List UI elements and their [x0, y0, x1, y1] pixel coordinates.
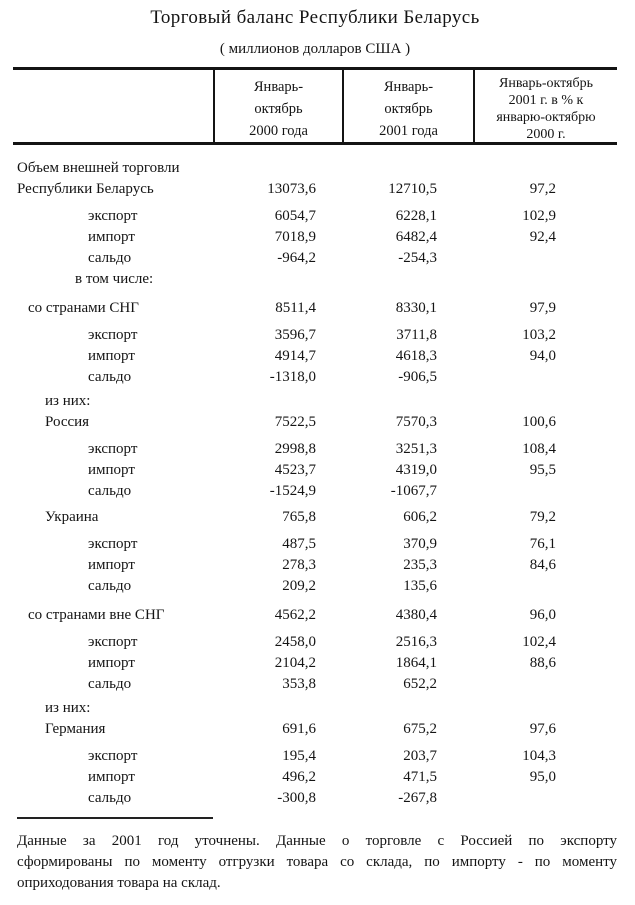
header-line: 2000 г.: [526, 127, 566, 142]
value-jan-oct-2001: 3711,8: [396, 327, 437, 343]
header-line: 2001 года: [379, 123, 438, 139]
table-row: [13, 507, 617, 528]
value-jan-oct-2000: 278,3: [282, 557, 316, 573]
value-jan-oct-2001: -906,5: [398, 369, 437, 385]
value-jan-oct-2000: 6054,7: [274, 208, 316, 224]
row-label: [13, 412, 213, 433]
header-line: октябрь: [254, 101, 303, 117]
value-jan-oct-2001: 235,3: [403, 557, 437, 573]
header-cell-jan-oct-2000: [213, 70, 342, 142]
value-jan-oct-2001: 2516,3: [395, 634, 437, 650]
value-jan-oct-2000: 3596,7: [274, 327, 316, 343]
row-label: [13, 460, 213, 481]
value-percent: 84,6: [529, 557, 556, 573]
table-row: [13, 412, 617, 433]
value-jan-oct-2000: 765,8: [282, 509, 316, 525]
value-jan-oct-2000: 4914,7: [274, 348, 316, 364]
row-label: [13, 227, 213, 248]
header-line: Январь-: [383, 79, 434, 95]
row-label-line: Украина: [45, 509, 99, 525]
value-jan-oct-2000: -1318,0: [269, 369, 316, 385]
row-label: [13, 576, 213, 597]
value-percent: 102,4: [522, 634, 556, 650]
value-percent: 97,9: [529, 300, 556, 316]
value-jan-oct-2000: 13073,6: [267, 181, 316, 197]
row-label-line: сальдо: [88, 676, 132, 692]
value-jan-oct-2000: -300,8: [277, 790, 316, 806]
value-percent: 97,2: [529, 181, 556, 197]
table-row: [13, 674, 617, 695]
value-jan-oct-2000: 7522,5: [274, 414, 316, 430]
value-percent: 97,6: [529, 721, 556, 737]
value-jan-oct-2001: 471,5: [403, 769, 437, 785]
table-body: [13, 158, 617, 809]
table-row: [13, 788, 617, 809]
row-label-line: экспорт: [88, 327, 138, 343]
value-jan-oct-2000: -1524,9: [269, 483, 316, 499]
header-line: Январь-октябрь: [498, 76, 593, 91]
value-percent: 96,0: [529, 607, 556, 623]
value-percent: 103,2: [522, 327, 556, 343]
value-jan-oct-2000: -964,2: [277, 250, 316, 266]
header-cell-labels: [13, 70, 213, 142]
row-label: [13, 605, 213, 626]
table-row: [13, 248, 617, 269]
table-row: [13, 746, 617, 767]
footnote-separator-line: [17, 817, 213, 819]
table-row: [13, 698, 617, 719]
row-label-line: импорт: [88, 655, 135, 671]
value-percent: 102,9: [522, 208, 556, 224]
row-label-line: Объем внешней торговли: [17, 160, 180, 176]
value-jan-oct-2000: 209,2: [282, 578, 316, 594]
row-label: [13, 481, 213, 502]
table-row: [13, 460, 617, 481]
header-cell-percent-2001-to-2000: [473, 70, 617, 142]
row-label-line: экспорт: [88, 536, 138, 552]
value-jan-oct-2000: 487,5: [282, 536, 316, 552]
value-jan-oct-2000: 2104,2: [274, 655, 316, 671]
row-label-line: со странами СНГ: [28, 300, 139, 316]
value-percent: 95,5: [529, 462, 556, 478]
value-jan-oct-2001: 203,7: [403, 748, 437, 764]
value-jan-oct-2001: 3251,3: [395, 441, 437, 457]
value-jan-oct-2001: 7570,3: [395, 414, 437, 430]
value-jan-oct-2000: 353,8: [282, 676, 316, 692]
value-jan-oct-2001: 4319,0: [395, 462, 437, 478]
value-percent: 92,4: [529, 229, 556, 245]
value-jan-oct-2001: -267,8: [398, 790, 437, 806]
row-label-line: со странами вне СНГ: [28, 607, 165, 623]
row-label: [13, 507, 213, 528]
row-label-line: в том числе:: [75, 271, 154, 287]
value-jan-oct-2000: 691,6: [282, 721, 316, 737]
value-jan-oct-2001: 652,2: [403, 676, 437, 692]
header-line: 2001 г. в % к: [508, 93, 584, 108]
row-label-line: импорт: [88, 229, 135, 245]
row-label: [13, 346, 213, 367]
value-jan-oct-2000: 4523,7: [274, 462, 316, 478]
value-jan-oct-2000: 2998,8: [274, 441, 316, 457]
value-jan-oct-2001: 606,2: [403, 509, 437, 525]
page-title: Торговый баланс Республики Беларусь: [150, 7, 480, 28]
table-row: [13, 269, 617, 290]
value-percent: 76,1: [529, 536, 556, 552]
value-jan-oct-2001: 12710,5: [388, 181, 437, 197]
row-label-line: Республики Беларусь: [17, 181, 154, 197]
row-label: [13, 158, 213, 200]
row-label-line: сальдо: [88, 250, 132, 266]
value-jan-oct-2000: 7018,9: [274, 229, 316, 245]
row-label: [13, 367, 213, 388]
value-jan-oct-2001: 6228,1: [395, 208, 437, 224]
value-jan-oct-2001: 4618,3: [395, 348, 437, 364]
page-subtitle: ( миллионов долларов США ): [219, 41, 411, 57]
row-label: [13, 788, 213, 809]
table-row: [13, 298, 617, 319]
table-row: [13, 576, 617, 597]
row-label: [13, 698, 213, 719]
row-label: [13, 674, 213, 695]
value-percent: 108,4: [522, 441, 556, 457]
value-jan-oct-2000: 496,2: [282, 769, 316, 785]
header-line: 2000 года: [249, 123, 308, 139]
footnote-line: оприходования товара на склад.: [17, 875, 221, 891]
row-label: [13, 767, 213, 788]
row-label-line: из них:: [45, 393, 91, 409]
footnote-line: сформированы по моменту отгрузки товара со склада, по импорту - по моменту: [17, 854, 617, 870]
row-label: [13, 391, 213, 412]
table-row: [13, 439, 617, 460]
row-label: [13, 206, 213, 227]
value-jan-oct-2000: 8511,4: [275, 300, 316, 316]
table-row: [13, 555, 617, 576]
value-jan-oct-2001: 4380,4: [395, 607, 437, 623]
row-label: [13, 269, 213, 290]
table-row: [13, 534, 617, 555]
footnote-line: Данные за 2001 год уточнены. Данные о торговле с Россией по экспорту: [17, 833, 617, 849]
row-label-line: экспорт: [88, 634, 138, 650]
row-label-line: импорт: [88, 557, 135, 573]
table-row: [13, 367, 617, 388]
row-label-line: импорт: [88, 769, 135, 785]
value-percent: 95,0: [529, 769, 556, 785]
table-row: [13, 653, 617, 674]
value-percent: 94,0: [529, 348, 556, 364]
row-label-line: экспорт: [88, 208, 138, 224]
header-cell-jan-oct-2001: [342, 70, 473, 142]
table-row: [13, 346, 617, 367]
row-label-line: сальдо: [88, 790, 132, 806]
row-label: [13, 632, 213, 653]
row-label-line: сальдо: [88, 483, 132, 499]
row-label: [13, 719, 213, 740]
footnote: [13, 831, 617, 894]
row-label: [13, 653, 213, 674]
table-header: [13, 67, 617, 145]
row-label-line: импорт: [88, 348, 135, 364]
value-percent: 88,6: [529, 655, 556, 671]
table-row: [13, 227, 617, 248]
value-jan-oct-2001: -254,3: [398, 250, 437, 266]
row-label: [13, 534, 213, 555]
row-label: [13, 248, 213, 269]
value-jan-oct-2000: 4562,2: [274, 607, 316, 623]
row-label-line: Россия: [45, 414, 90, 430]
row-label: [13, 439, 213, 460]
row-label-line: сальдо: [88, 369, 132, 385]
table-row: [13, 605, 617, 626]
value-jan-oct-2001: 1864,1: [395, 655, 437, 671]
table-row: [13, 391, 617, 412]
table-row: [13, 632, 617, 653]
row-label-line: экспорт: [88, 748, 138, 764]
row-label-line: сальдо: [88, 578, 132, 594]
row-label: [13, 325, 213, 346]
row-label: [13, 298, 213, 319]
row-label-line: из них:: [45, 700, 91, 716]
row-label-line: Германия: [45, 721, 106, 737]
value-percent: 100,6: [522, 414, 556, 430]
header-line: январю-октябрю: [496, 110, 596, 125]
table-row: [13, 719, 617, 740]
value-jan-oct-2001: -1067,7: [390, 483, 437, 499]
header-line: Январь-: [253, 79, 304, 95]
value-jan-oct-2001: 675,2: [403, 721, 437, 737]
value-percent: 104,3: [522, 748, 556, 764]
row-label-line: экспорт: [88, 441, 138, 457]
row-label: [13, 746, 213, 767]
value-jan-oct-2001: 370,9: [403, 536, 437, 552]
table-row: [13, 206, 617, 227]
header-line: октябрь: [384, 101, 433, 117]
value-jan-oct-2000: 195,4: [282, 748, 316, 764]
value-jan-oct-2000: 2458,0: [274, 634, 316, 650]
table-row: [13, 158, 617, 200]
table-row: [13, 325, 617, 346]
value-jan-oct-2001: 135,6: [403, 578, 437, 594]
value-jan-oct-2001: 8330,1: [395, 300, 437, 316]
table-row: [13, 767, 617, 788]
row-label: [13, 555, 213, 576]
row-label-line: импорт: [88, 462, 135, 478]
value-percent: 79,2: [529, 509, 556, 525]
value-jan-oct-2001: 6482,4: [395, 229, 437, 245]
table-row: [13, 481, 617, 502]
